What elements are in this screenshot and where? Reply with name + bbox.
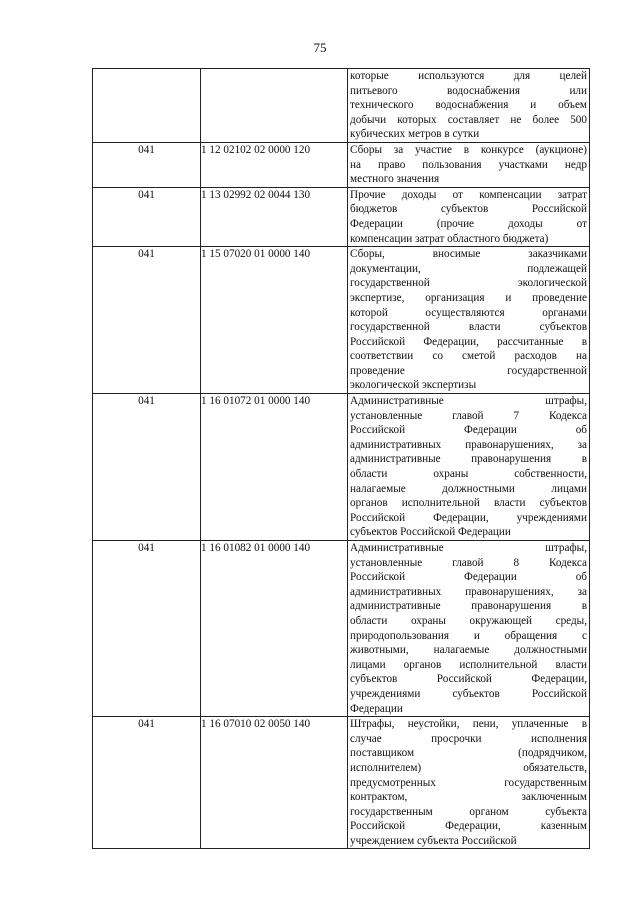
table-body bbox=[93, 69, 590, 849]
revenue-description-cell bbox=[348, 247, 590, 394]
description-line: компенсации затрат областного бюджета) bbox=[350, 232, 549, 245]
table-row bbox=[93, 187, 590, 246]
description-line: предусмотренных государственным bbox=[350, 776, 587, 789]
description-line: экологической экспертизы bbox=[350, 379, 477, 392]
description-line: учреждением субъекта Российской bbox=[350, 834, 517, 847]
revenue-description-cell bbox=[348, 69, 590, 143]
description-line: местного значения bbox=[350, 173, 440, 186]
description-line: Федерации bbox=[350, 702, 403, 715]
budget-classification-code-cell: 1 13 02992 02 0044 130 bbox=[201, 187, 348, 246]
revenue-description-cell bbox=[348, 541, 590, 717]
description-line: кубических метров в сутки bbox=[350, 128, 480, 141]
description-line: учреждениями субъектов Российской bbox=[350, 687, 587, 700]
description-line: экспертизе, организация и проведение bbox=[350, 291, 587, 304]
description-line: установленные главой 7 Кодекса bbox=[350, 409, 587, 422]
revenue-description-cell bbox=[348, 187, 590, 246]
description-line: административных правонарушениях, за bbox=[350, 438, 587, 451]
description-line: Федерации (прочие доходы от bbox=[350, 217, 587, 230]
description-line: административные правонарушения в bbox=[350, 453, 587, 466]
description-line: государственным органом субъекта bbox=[350, 805, 587, 818]
description-line: Сборы за участие в конкурсе (аукционе) bbox=[350, 143, 587, 156]
description-line: Российской Федерации, рассчитанные в bbox=[350, 335, 587, 348]
description-line: которые используются для целей bbox=[350, 70, 587, 82]
budget-classification-code-cell bbox=[201, 69, 348, 143]
description-line: бюджетов субъектов Российской bbox=[350, 203, 587, 216]
administrator-code-cell: 041 bbox=[93, 394, 201, 541]
table-row bbox=[93, 142, 590, 187]
description-line: Административные штрафы, bbox=[350, 395, 587, 408]
description-line: Прочие доходы от компенсации затрат bbox=[350, 188, 587, 201]
description-line: административные правонарушения в bbox=[350, 600, 587, 613]
description-line: документации, подлежащей bbox=[350, 262, 587, 275]
description-line: Административные штрафы, bbox=[350, 542, 587, 554]
revenue-description-cell bbox=[348, 717, 590, 849]
administrator-code-cell: 041 bbox=[93, 187, 201, 246]
administrator-code-cell: 041 bbox=[93, 717, 201, 849]
table-row bbox=[93, 717, 590, 849]
description-line: животными, налагаемые должностными bbox=[350, 644, 587, 657]
description-line: области охраны собственности, bbox=[350, 468, 587, 481]
administrator-code-cell bbox=[93, 69, 201, 143]
description-line: Российской Федерации об bbox=[350, 571, 587, 584]
description-line: контрактом, заключенным bbox=[350, 791, 587, 804]
description-line: государственной власти субъектов bbox=[350, 321, 587, 334]
description-line: случае просрочки исполнения bbox=[350, 732, 587, 745]
description-line: административных правонарушениях, за bbox=[350, 585, 587, 598]
description-line: которой осуществляются органами bbox=[350, 306, 587, 319]
description-line: технического водоснабжения и объем bbox=[350, 99, 587, 112]
budget-classification-code-cell: 1 16 07010 02 0050 140 bbox=[201, 717, 348, 849]
description-line: установленные главой 8 Кодекса bbox=[350, 556, 587, 569]
description-line: органов исполнительной власти субъектов bbox=[350, 497, 587, 510]
description-line: добычи которых составляет не более 500 bbox=[350, 113, 587, 126]
table-row bbox=[93, 69, 590, 143]
description-line: Российской Федерации, учреждениями bbox=[350, 511, 587, 524]
page-number: 75 bbox=[313, 40, 327, 55]
description-line: на право пользования участками недр bbox=[350, 158, 587, 171]
budget-classification-code-cell: 1 16 01082 01 0000 140 bbox=[201, 541, 348, 717]
description-line: поставщиком (подрядчиком, bbox=[350, 747, 587, 760]
description-line: Российской Федерации об bbox=[350, 424, 587, 437]
description-line: питьевого водоснабжения или bbox=[350, 84, 587, 97]
table-row bbox=[93, 394, 590, 541]
administrator-code-cell: 041 bbox=[93, 142, 201, 187]
description-line: налагаемые должностными лицами bbox=[350, 482, 587, 495]
revenue-description-cell bbox=[348, 394, 590, 541]
revenue-description-cell bbox=[348, 142, 590, 187]
table-row bbox=[93, 541, 590, 717]
description-line: исполнителем) обязательств, bbox=[350, 761, 587, 774]
description-line: субъектов Российской Федерации bbox=[350, 526, 511, 539]
description-line: субъектов Российской Федерации, bbox=[350, 673, 587, 686]
description-line: Штрафы, неустойки, пени, уплаченные в bbox=[350, 718, 587, 731]
description-line: Российской Федерации, казенным bbox=[350, 820, 587, 833]
budget-classification-code-cell: 1 15 07020 01 0000 140 bbox=[201, 247, 348, 394]
administrator-code-cell: 041 bbox=[93, 541, 201, 717]
description-line: природопользования и обращения с bbox=[350, 629, 587, 642]
budget-classification-code-cell: 1 16 01072 01 0000 140 bbox=[201, 394, 348, 541]
table-row bbox=[93, 247, 590, 394]
description-line: лицами органов исполнительной власти bbox=[350, 658, 587, 671]
description-line: государственной экологической bbox=[350, 277, 587, 290]
revenue-codes-table bbox=[92, 68, 590, 849]
description-line: соответствии со сметой расходов на bbox=[350, 350, 587, 363]
description-line: проведение государственной bbox=[350, 364, 587, 377]
description-line: области охраны окружающей среды, bbox=[350, 614, 587, 627]
description-line: Сборы, вносимые заказчиками bbox=[350, 248, 587, 261]
administrator-code-cell: 041 bbox=[93, 247, 201, 394]
budget-classification-code-cell: 1 12 02102 02 0000 120 bbox=[201, 142, 348, 187]
